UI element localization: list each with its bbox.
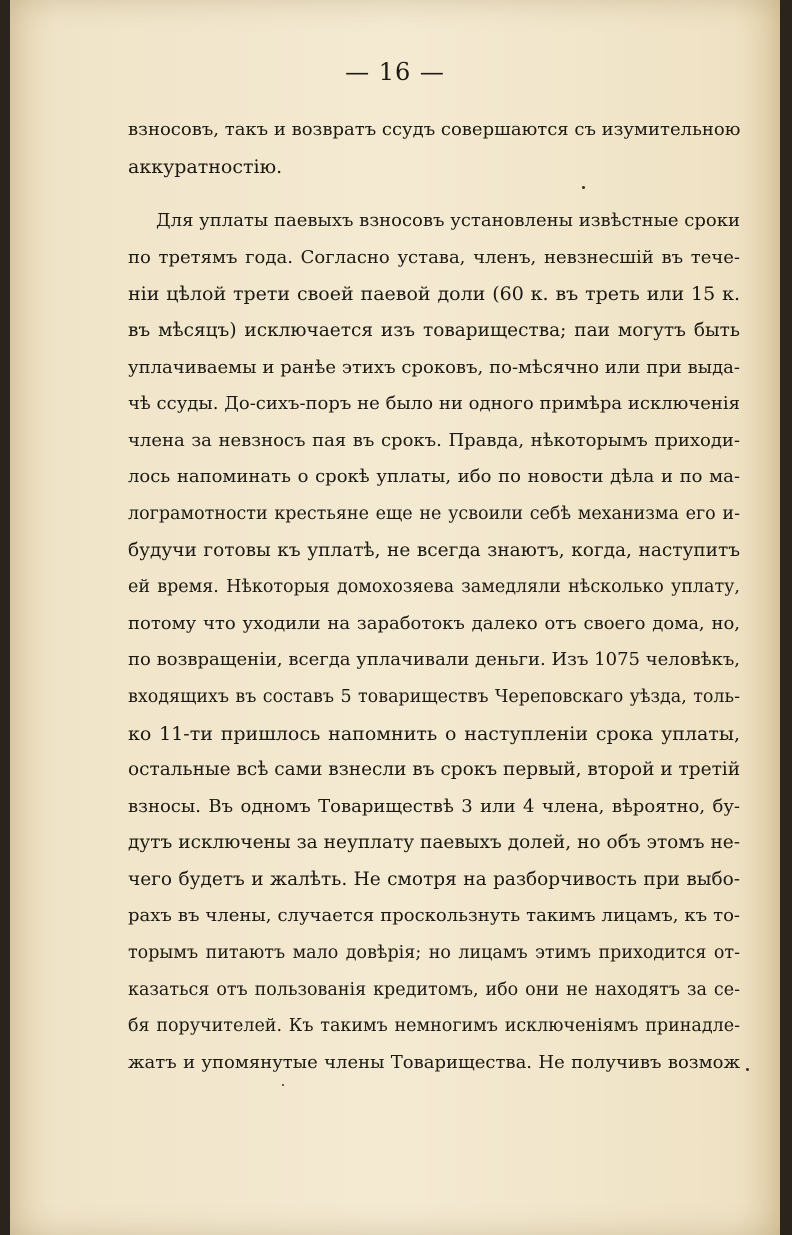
body-text	[128, 112, 740, 1081]
text-line: входящихъ въ составъ 5 товариществъ Череповскаго уѣзда, толь-	[128, 686, 740, 707]
book-page	[10, 0, 780, 1235]
text-line: остальные всѣ сами взнесли въ срокъ первый, второй и третій	[128, 759, 740, 781]
page-number: — 16 —	[345, 58, 445, 86]
paper-speck	[582, 186, 585, 189]
text-line: дутъ исключены за неуплату паевыхъ долей, но объ этомъ не-	[128, 832, 740, 854]
paper-speck	[282, 1084, 284, 1086]
text-line: Для уплаты паевыхъ взносовъ установлены извѣстные сроки	[156, 210, 740, 232]
text-line: будучи готовы къ уплатѣ, не всегда знаютъ, когда, наступитъ	[128, 539, 740, 561]
text-line: взносы. Въ одномъ Товариществѣ 3 или 4 члена, вѣроятно, бу-	[128, 795, 740, 817]
text-line: бя поручителей. Къ такимъ немногимъ исключеніямъ принадле-	[128, 1016, 740, 1037]
paragraph-gap	[128, 185, 740, 203]
text-line: ко 11-ти пришлось напомнить о наступленіи срока уплаты,	[128, 722, 740, 745]
text-line: казаться отъ пользованія кредитомъ, ибо они не находятъ за се-	[128, 979, 740, 1000]
paragraph-1	[128, 112, 740, 185]
text-line: потому что уходили на заработокъ далеко отъ своего дома, но,	[128, 612, 740, 634]
text-line: рахъ въ члены, случается проскользнуть такимъ лицамъ, къ то-	[128, 905, 740, 927]
paper-speck	[746, 1068, 749, 1071]
text-line: жатъ и упомянутые члены Товарищества. Не получивъ возмож	[128, 1051, 740, 1073]
text-line: лограмотности крестьяне еще не усвоили себѣ механизма его и-	[128, 503, 740, 524]
text-line: ей время. Нѣкоторыя домохозяева замедляли нѣсколько уплату,	[128, 577, 740, 598]
text-line: по третямъ года. Согласно устава, членъ, невзнесшій въ тече-	[128, 246, 740, 268]
text-line: аккуратностію.	[128, 155, 283, 178]
text-line: уплачиваемы и ранѣе этихъ сроковъ, по-мѣсячно или при выда-	[128, 356, 740, 378]
text-line: торымъ питаютъ мало довѣрія; но лицамъ этимъ приходится от-	[128, 943, 740, 964]
paragraph-2	[128, 203, 740, 1081]
text-line: члена за невзносъ пая въ срокъ. Правда, нѣкоторымъ приходи-	[128, 429, 740, 451]
text-line: лось напоминать о срокѣ уплаты, ибо по новости дѣла и по ма-	[128, 466, 740, 488]
text-line: чѣ ссуды. До-сихъ-поръ не было ни одного примѣра исключенія	[128, 393, 740, 415]
text-line: ніи цѣлой трети своей паевой доли (60 к. въ треть или 15 к.	[128, 283, 740, 306]
text-line: взносовъ, такъ и возвратъ ссудъ совершаются съ изумительною	[128, 119, 740, 140]
text-line: по возвращеніи, всегда уплачивали деньги. Изъ 1075 человѣкъ,	[128, 649, 740, 671]
text-line: въ мѣсяцъ) исключается изъ товарищества; паи могутъ быть	[128, 319, 740, 341]
text-line: чего будетъ и жалѣть. Не смотря на разборчивость при выбо-	[128, 868, 740, 890]
